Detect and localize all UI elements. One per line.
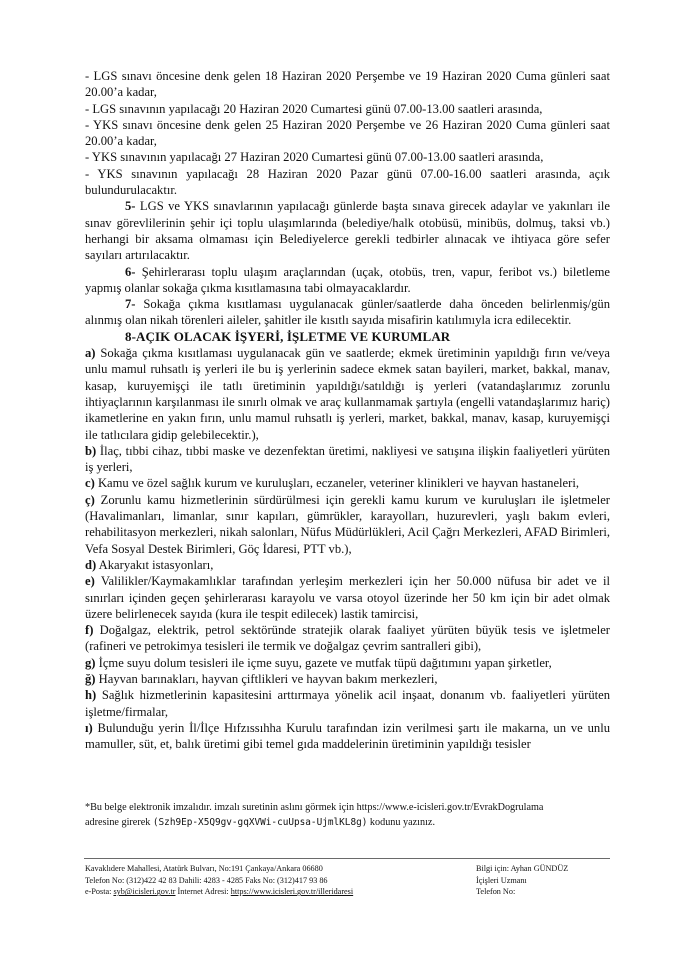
list-line-yks-1: [85, 117, 610, 150]
email-prefix: e-Posta:: [85, 887, 114, 897]
item-text: Bulunduğu yerin İl/İlçe Hıfzıssıhha Kurulu tarafından izin verilmesi şartı ile makarna, un ve unlu mamuller, süt, et, balık üretimi gibi temel gıda maddelerinin üretiminin yapıldığı tesisler: [85, 720, 610, 752]
notice-prefix: adresine girerek: [85, 817, 153, 828]
item-text: Zorunlu kamu hizmetlerinin sürdürülmesi için gerekli kamu kurum ve kuruluşları ile işletmeler (Havalimanları, limanlar, sınır kapıları, gümrükler, karayolları, huzurevleri, yaşlı bakım evleri, rehabilitasyon merkezleri, nikah salonları, Nüfus Müdürlükleri, Acil Çağrı Merkezleri, AFAD Birimleri, Vefa Sosyal Destek Birimleri, Göç İdaresi, PTT vb.),: [85, 492, 610, 556]
item-text: Kamu ve özel sağlık kurum ve kuruluşları, eczaneler, veteriner klinikleri ve hayvan hastaneleri,: [94, 476, 579, 491]
list-line-yks-2: [85, 149, 610, 165]
section-heading: 8-AÇIK OLACAK İŞYERİ, İŞLETME VE KURUMLAR: [125, 328, 451, 344]
footer-contact-block: [85, 863, 475, 898]
item-c-cedilla: [85, 492, 610, 557]
list-line-lgs-2: [85, 101, 610, 117]
item-c: [85, 475, 610, 491]
footer-info-block: [476, 863, 616, 898]
item-text: Sağlık hizmetlerinin kapasitesini arttırmaya yönelik acil inşaat, donanım vb. faaliyetleri yürüten işletme/firmalar,: [85, 688, 610, 719]
item-label: c): [85, 476, 95, 491]
item-label: g): [85, 655, 96, 670]
paragraph-number: 5-: [125, 199, 136, 214]
item-text: Doğalgaz, elektrik, petrol sektöründe stratejik olarak faaliyet yürüten büyük tesis ve işletmeler (rafineri ve petrokimya tesisleri ile termik ve doğalgaz çevrim santralleri gibi),: [85, 623, 610, 654]
item-label: a): [85, 346, 96, 361]
paragraph-number: 7-: [125, 297, 136, 312]
item-a: [85, 345, 610, 443]
item-label: h): [85, 688, 97, 703]
item-text: Valilikler/Kaymakamlıklar tarafından yerleşim merkezleri için her 50.000 nüfusa bir adet ve il sınırları içinden geçen şehirlerarası karayolu ve varsa otoyol üzerinde her 50 km için bir adet olmak üzere belirlenecek sayıda (kura ile tespit edilecek) lastik tamircisi,: [85, 574, 610, 621]
notice-line-1: *Bu belge elektronik imzalıdır. imzalı suretinin aslını görmek için https://www.e-icisleri.gov.tr/EvrakDogrulama: [85, 802, 544, 813]
item-label: b): [85, 443, 97, 458]
item-g-breve: [85, 671, 610, 687]
website-link[interactable]: https://www.icisleri.gov.tr/illeridaresi: [230, 887, 354, 897]
notice-suffix: kodunu yazınız.: [367, 817, 435, 828]
paragraph-5: [85, 198, 610, 263]
item-f: [85, 622, 610, 655]
item-text: Akaryakıt istasyonları,: [96, 557, 214, 572]
item-label: d): [85, 557, 97, 572]
paragraph-text: - YKS sınavı öncesine denk gelen 25 Haziran 2020 Perşembe ve 26 Haziran 2020 Cuma günleri saat 20.00’a kadar,: [85, 117, 610, 149]
list-line-yks-3: [85, 166, 610, 199]
footer-contact-name: Bilgi için: Ayhan GÜNDÜZ: [476, 864, 569, 873]
item-text: İlaç, tıbbi cihaz, tıbbi maske ve dezenfektan üretimi, nakliyesi ve satışına ilişkin faaliyetleri yürüten iş yerleri,: [85, 443, 610, 475]
item-d: [85, 557, 610, 573]
verification-code: (Szh9Ep-X5Q9gv-gqXVWi-cuUpsa-UjmlKL8g): [152, 817, 368, 828]
footer-contact-title: İçişleri Uzmanı: [476, 875, 527, 885]
web-prefix: İnternet Adresi:: [175, 887, 231, 897]
item-text: İçme suyu dolum tesisleri ile içme suyu, gazete ve mutfak tüpü dağıtımını yapan şirketler,: [95, 655, 552, 670]
paragraph-6: [85, 264, 610, 297]
item-label: ı): [85, 720, 93, 735]
paragraph-text: - YKS sınavının yapılacağı 27 Haziran 2020 Cumartesi günü 07.00-13.00 saatleri arasında,: [85, 150, 544, 165]
footer-divider: [84, 858, 610, 859]
paragraph-text: Şehirlerarası toplu ulaşım araçlarından (uçak, otobüs, tren, vapur, feribot vs.) biletleme yapmış olanlar sokağa çıkma kısıtlamasına tabi olmayacaklardır.: [85, 264, 610, 295]
paragraph-text: - YKS sınavının yapılacağı 28 Haziran 2020 Pazar günü 07.00-16.00 saatleri arasında, açık bulundurulacaktır.: [85, 166, 610, 198]
item-dotless-i: [85, 720, 610, 753]
e-signature-notice: [85, 800, 615, 830]
footer-address: Kavaklıdere Mahallesi, Atatürk Bulvarı, No:191 Çankaya/Ankara 06680: [85, 864, 323, 873]
paragraph-text: - LGS sınavının yapılacağı 20 Haziran 2020 Cumartesi günü 07.00-13.00 saatleri arasında,: [85, 101, 543, 116]
paragraph-text: Sokağa çıkma kısıtlaması uygulanacak günler/saatlerde daha önceden belirlenmiş/gün alınmış olan nikah törenleri aileler, şahitler ile kısıtlı sayıda misafirin katılımıyla icra edilecektir.: [85, 297, 610, 328]
item-text: Sokağa çıkma kısıtlaması uygulanacak gün ve saatlerde; ekmek üretiminin yapıldığı fırın ve/veya unlu mamul ruhsatlı iş yerleri ile bu iş yerlerinin sadece ekmek satan bayileri, market, bakkal, manav, kasap, kuruyemişçi ile tatlı üretiminin yapıldığı/satıldığı iş yerleri (vatandaşlarımız zorunlu ihtiyaçlarının karşılanması ile sınırlı olmak ve araç kullanmamak şartıyla (engelli vatandaşlarımız hariç) ikametlerine en yakın fırın, unlu mamul ruhsatlı iş yerleri, market, bakkal, manav, kasap, kuruyemişçi ile tatlıcılara gidip gelebilecektir.),: [85, 346, 610, 442]
footer-email-web: [85, 886, 475, 898]
paragraph-text: - LGS sınavı öncesine denk gelen 18 Haziran 2020 Perşembe ve 19 Haziran 2020 Cuma günleri saat 20.00’a kadar,: [85, 69, 610, 100]
item-e: [85, 573, 610, 622]
item-label: ğ): [85, 671, 96, 686]
item-label: e): [85, 574, 95, 589]
item-b: [85, 443, 610, 476]
item-label: ç): [85, 492, 95, 507]
paragraph-7: [85, 296, 610, 329]
footer-phone: Telefon No: (312)422 42 83 Dahili: 4283 - 4285 Faks No: (312)417 93 86: [85, 875, 328, 885]
list-line-lgs-1: [85, 68, 610, 101]
item-g: [85, 655, 610, 671]
email-link[interactable]: syb@icisleri.gov.tr: [113, 887, 176, 897]
notice-line-2: [85, 815, 615, 830]
item-text: Hayvan barınakları, hayvan çiftlikleri ve hayvan bakım merkezleri,: [95, 671, 438, 686]
item-label: f): [85, 623, 94, 638]
paragraph-text: LGS ve YKS sınavlarının yapılacağı günlerde başta sınava girecek adaylar ve yakınları ile sınav görevlilerinin şehir içi toplu ulaşımlarında (belediye/halk otobüsü, minibüs, dolmuş, taksi vb.) herhangi bir aksama olmaması için Belediyelerce gerekli tedbirler alınacak ve ihtiyaca göre sefer sayıları artırılacaktır.: [85, 199, 610, 263]
item-h: [85, 687, 610, 720]
document-body: [85, 68, 610, 752]
paragraph-number: 6-: [125, 264, 136, 279]
footer-contact-phone: Telefon No:: [476, 887, 516, 897]
